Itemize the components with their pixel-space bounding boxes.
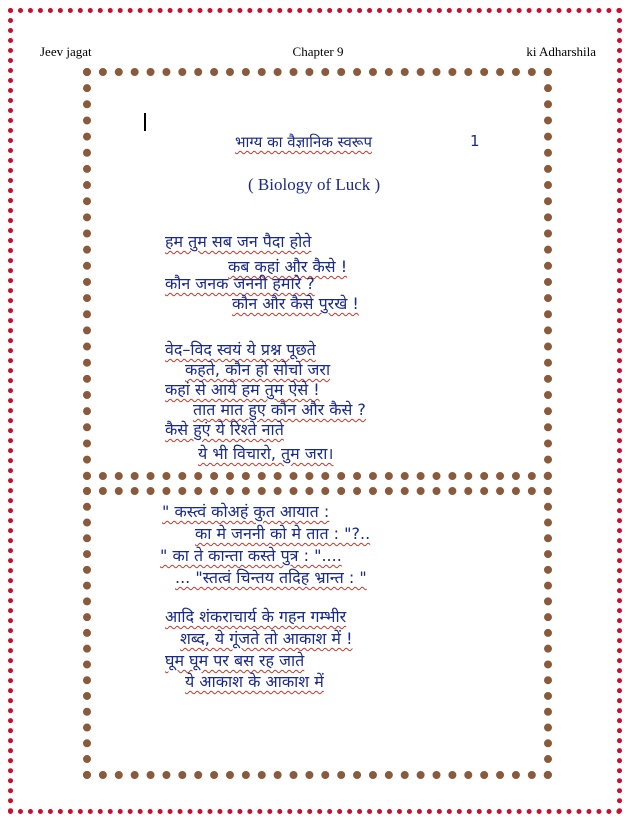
stanza-2-line-2: कहते, कौन हो सोचो जरा <box>185 360 331 379</box>
header-right-text: ki Adharshila <box>526 44 596 59</box>
stanza-1-line-4: कौन और कैसे पुरखे ! <box>232 294 359 313</box>
stanza-3-line-4: ... "स्तत्वं चिन्तय तदिह भ्रान्त : " <box>175 568 367 587</box>
stanza-2-line-1: वेद–विद स्वयं ये प्रश्न पूछते <box>165 340 316 359</box>
stanza-2-line-3: कहां से आये हम तुम ऐसे ! <box>165 380 320 399</box>
page-number: 1 <box>470 132 480 150</box>
stanza-4-line-1: आदि शंकराचार्य के गहन गम्भीर <box>165 607 347 626</box>
stanza-3-line-2: का मे जननी को मे तात : "?.. <box>195 524 371 543</box>
stanza-1-line-1: हम तुम सब जन पैदा होते <box>165 232 312 251</box>
header-chapter: Chapter 9 <box>292 44 344 59</box>
text-cursor <box>144 113 146 131</box>
stanza-2-line-6: ये भी विचारो, तुम जरा। <box>198 444 334 463</box>
stanza-3-line-3: " का ते कान्ता कस्ते पुत्र : ".... <box>160 546 342 565</box>
page-header <box>40 44 596 64</box>
stanza-4-line-3: घूम घूम पर बस रह जाते <box>165 651 305 670</box>
stanza-4-line-4: ये आकाश के आकाश में <box>185 672 324 691</box>
poem-title: भाग्य का वैज्ञानिक स्वरूप <box>235 133 372 151</box>
stanza-2-line-5: कैसे हुएं ये रिश्ते नाते <box>165 420 284 439</box>
stanza-3-line-1: " कस्त्वं कोअहं कुत आयात : <box>162 502 330 521</box>
header-left-text: Jeev jagat <box>40 44 92 59</box>
stanza-1-line-2: कब कहां और कैसे ! <box>228 257 348 276</box>
stanza-2-line-4: तात मात हुए कौन और कैसे ? <box>193 400 366 419</box>
stanza-4-line-2: शब्द, ये गूंजते तो आकाश में ! <box>180 629 353 648</box>
poem-subtitle: ( Biology of Luck ) <box>248 175 381 194</box>
stanza-1-line-3: कौन जनक जननी हमारे ? <box>165 274 315 293</box>
